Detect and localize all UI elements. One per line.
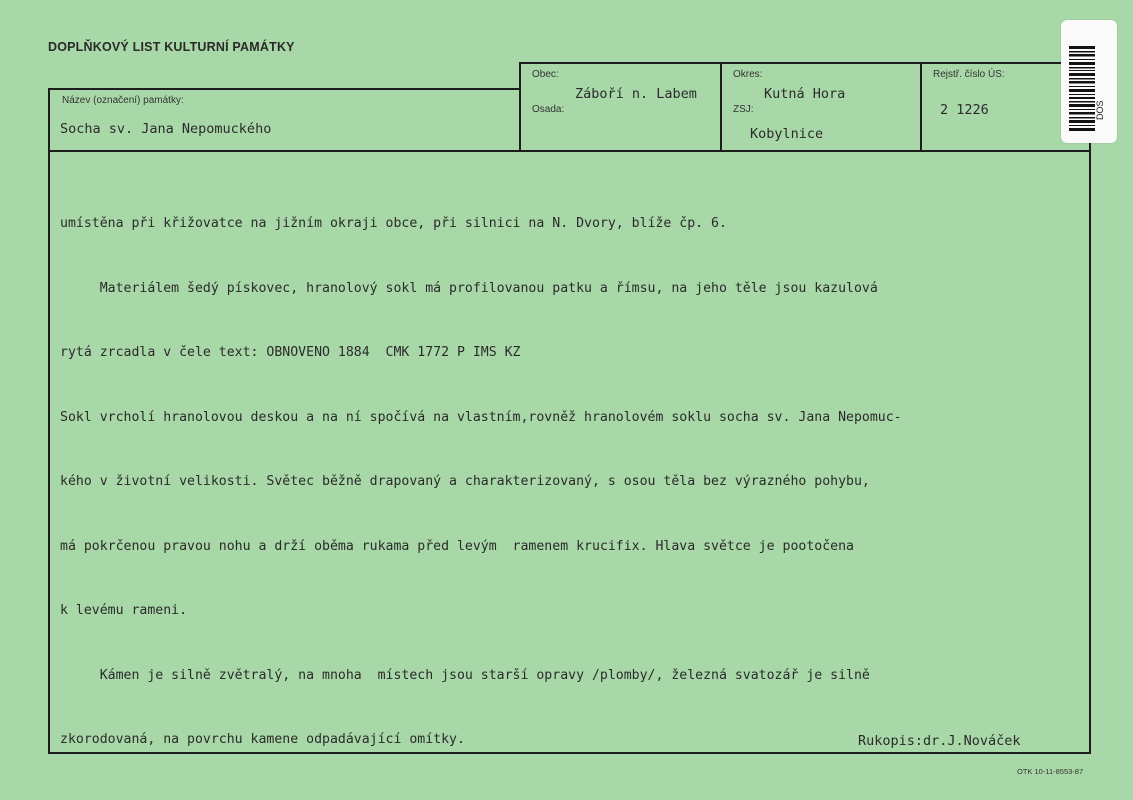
description-line: Materiálem šedý pískovec, hranolový sokl má profilovanou patku a římsu, na jeho těle jsou kazulová	[60, 280, 878, 296]
nazev-value: Socha sv. Jana Nepomuckého	[60, 121, 272, 137]
card-title: DOPLŇKOVÝ LIST KULTURNÍ PAMÁTKY	[48, 40, 295, 54]
barcode-sticker	[1061, 20, 1117, 143]
nazev-label: Název (označení) památky:	[62, 95, 184, 106]
form-code: OTK 10-11-8553-87	[1017, 767, 1084, 776]
rule-header-bottom	[48, 150, 1091, 152]
rule-name-top	[48, 88, 521, 90]
description-text	[60, 170, 902, 794]
description-line: k levému rameni.	[60, 603, 188, 618]
barcode-icon	[1069, 46, 1095, 132]
obec-label: Obec:	[532, 69, 559, 80]
sticker-label: DOS	[1095, 100, 1105, 120]
author-signature: Rukopis:dr.J.Nováček	[858, 733, 1021, 749]
description-line: umístěna při křižovatce na jižním okraji obce, při silnici na N. Dvory, blíže čp. 6.	[60, 216, 727, 231]
description-line: zkorodovaná, na povrchu kamene odpadávající omítky.	[60, 732, 465, 747]
okres-value: Kutná Hora	[764, 86, 846, 102]
description-line: rytá zrcadla v čele text: OBNOVENO 1884 CMK 1772 P IMS KZ	[60, 345, 521, 360]
rule-rejstr-left	[920, 62, 922, 152]
description-line: Sokl vrcholí hranolovou deskou a na ní spočívá na vlastním,rovněž hranolovém soklu socha sv. Jana Nepomuc-	[60, 409, 902, 425]
obec-value: Záboří n. Labem	[575, 86, 697, 102]
description-line: má pokrčenou pravou nohu a drží oběma rukama před levým ramenem krucifix. Hlava světce je pootočena	[60, 538, 854, 554]
zsj-value: Kobylnice	[750, 126, 824, 142]
osada-label: Osada:	[532, 104, 565, 115]
rule-okres-left	[720, 62, 722, 152]
rule-top-right	[519, 62, 1091, 64]
rule-obec-left	[519, 62, 521, 152]
rule-left-outer	[48, 88, 50, 754]
zsj-label: ZSJ:	[733, 104, 754, 115]
okres-label: Okres:	[733, 69, 763, 80]
description-line: kého v životní velikosti. Světec běžně drapovaný a charakterizovaný, s osou těla bez výrazného pohybu,	[60, 474, 870, 489]
rejstr-value: 2 1226	[940, 102, 989, 118]
rejstr-label: Rejstř. číslo ÚS:	[933, 69, 1005, 80]
description-line: Kámen je silně zvětralý, na mnoha místech jsou starší opravy /plomby/, železná svatozář je silně	[60, 667, 870, 683]
rule-right-outer	[1089, 62, 1091, 754]
